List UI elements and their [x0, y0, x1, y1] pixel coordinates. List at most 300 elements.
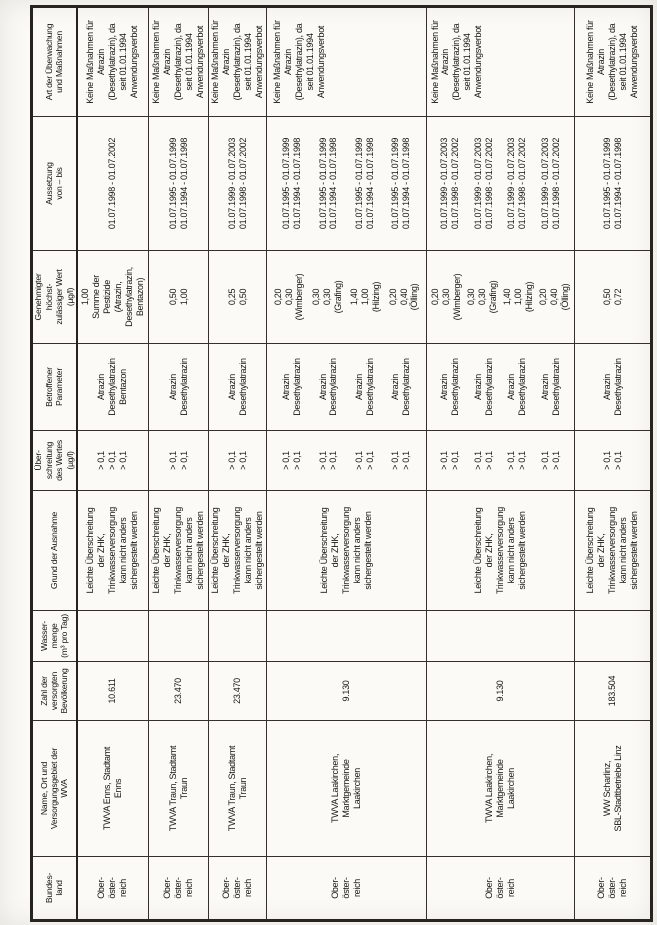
wert-line: (Grafing) [332, 280, 343, 314]
cell-art [209, 7, 267, 117]
grund-line: Leichte Überschreitung [585, 507, 596, 594]
art-line: (Desethylatrazin), da [232, 23, 243, 101]
header-line: Zahl der [38, 676, 49, 706]
parameter-group [96, 358, 129, 416]
wert-group [227, 289, 249, 305]
wert-line: 0,20 [430, 288, 441, 306]
parameter-line: Atrazin [96, 374, 107, 400]
wert-line: (Ölling) [409, 283, 420, 311]
header-line: Bundes- [43, 872, 54, 904]
art-line: Atrazin [96, 49, 107, 75]
column-header-wassermenge [32, 611, 77, 662]
cell-ueberschreitung [575, 431, 652, 491]
column-header-aussetzung [32, 117, 77, 251]
header-line: Parameter [54, 368, 65, 406]
wert-line: 1,40 [349, 288, 360, 306]
parameter-group [439, 358, 461, 416]
name-line: Marktgemeinde [341, 759, 352, 818]
grund-line: kann nicht anders [617, 517, 628, 584]
grund-line: kann nicht anders [118, 517, 129, 584]
cell-aussetzung [427, 117, 575, 251]
parameter-line: Desethylatrazin [400, 358, 411, 416]
aussetzung-line: 01.07.1999 - 01.07.2003 [506, 137, 517, 230]
grund-line: Trinkwasserversorgung [232, 507, 243, 594]
cell-zahl [209, 662, 267, 721]
parameter-line: Atrazin [353, 374, 364, 400]
cell-art [77, 7, 149, 117]
aussetzung-line: 01.07.1995 - 01.07.1999 [281, 137, 292, 230]
ueberschreitung-line: > 0,1 [400, 451, 411, 470]
art-line: Keine Maßnahmen für [85, 20, 96, 104]
cell-wassermenge [575, 611, 652, 662]
cell-grund [149, 491, 209, 611]
cell-ueberschreitung [267, 431, 427, 491]
name-line: Enns [112, 778, 123, 799]
header-line: höchst- [43, 283, 54, 311]
ueberschreitung-line: > 0,1 [178, 451, 189, 470]
bundesland-line: reich [118, 879, 129, 898]
cell-ueberschreitung [427, 431, 575, 491]
aussetzung-group [354, 138, 376, 229]
cell-ueberschreitung [209, 431, 267, 491]
cell-grund [77, 491, 149, 611]
parameter-line: Desethylatrazin [364, 358, 375, 416]
bundesland-line: Ober- [484, 877, 495, 899]
aussetzung-group [473, 138, 495, 229]
aussetzung-line: 01.07.1998 - 01.07.2002 [517, 137, 528, 230]
parameter-group [390, 358, 412, 416]
cell-art [427, 7, 575, 117]
grund-line: sichergestellt werden [129, 511, 140, 590]
cell-wassermenge [149, 611, 209, 662]
parameter-group [506, 358, 528, 416]
aussetzung-line: 01.07.1994 - 01.07.1998 [612, 137, 623, 230]
art-line: seit 01.01.1994 [118, 33, 129, 91]
parameter-line: Atrazin [438, 374, 449, 400]
grund-line: Trinkwasserversorgung [173, 507, 184, 594]
header-line: Versorgungsgebiet der [49, 747, 60, 830]
aussetzung-group [318, 138, 340, 229]
name-line: Marktgemeinde [495, 759, 506, 818]
wert-line: 0,30 [477, 288, 488, 306]
art-line: Anwendungsverbot [129, 25, 140, 99]
grund-line: der ZHK, [162, 533, 173, 568]
bundesland-line: Ober- [96, 877, 107, 899]
wert-group [466, 281, 499, 314]
name-line: TWVA Enns, Stadtamt [101, 746, 112, 831]
parameter-group [281, 358, 303, 416]
bundesland-line: Ober- [330, 877, 341, 899]
ueberschreitung-group [540, 451, 562, 470]
art-line: (Desethylatrazin), da [173, 23, 184, 101]
cell-art [149, 7, 209, 117]
cell-zahl [267, 662, 427, 721]
cell-zahl [575, 662, 652, 721]
ueberschreitung-group [390, 451, 412, 470]
cell-name [267, 721, 427, 857]
parameter-line: Desethylatrazin [483, 358, 494, 416]
cell-aussetzung [267, 117, 427, 251]
wert-line: 0,20 [272, 288, 283, 306]
grund-line: Leichte Überschreitung [473, 507, 484, 594]
ueberschreitung-line: > 0,1 [281, 451, 292, 470]
art-line: (Desethylatrazin), da [451, 23, 462, 101]
column-header-grund [32, 491, 77, 611]
grund-line: der ZHK, [96, 533, 107, 568]
wert-line: 1,00 [178, 288, 189, 306]
cell-parameter [209, 344, 267, 431]
bundesland-line: reich [351, 879, 362, 898]
wert-line: (Wimberger) [294, 273, 305, 321]
aussetzung-line: 01.07.1999 - 01.07.2003 [540, 137, 551, 230]
aussetzung-line: 01.07.1999 - 01.07.2003 [472, 137, 483, 230]
art-line: Atrazin [282, 49, 293, 75]
wert-line: 0,50 [237, 288, 248, 306]
bundesland-line: öster- [495, 877, 506, 899]
column-header-parameter [32, 344, 77, 431]
aussetzung-line: 01.07.1998 - 01.07.2002 [449, 137, 460, 230]
ueberschreitung-line: > 0,1 [438, 451, 449, 470]
grund-line: Trinkwasserversorgung [341, 507, 352, 594]
wert-line: 0,25 [226, 288, 237, 306]
table-row [267, 7, 427, 921]
aussetzung-group [390, 138, 412, 229]
table-row [77, 7, 149, 921]
ueberschreitung-group [281, 451, 303, 470]
parameter-line: Desethylatrazin [107, 358, 118, 416]
header-line: Name, Ort und [38, 761, 49, 816]
cell-aussetzung [77, 117, 149, 251]
ueberschreitung-line: > 0,1 [612, 451, 623, 470]
parameter-group [473, 358, 495, 416]
art-line: Atrazin [162, 49, 173, 75]
cell-wert [267, 251, 427, 344]
ueberschreitung-line: > 0,1 [506, 451, 517, 470]
art-line: Keine Maßnahmen für [272, 20, 282, 104]
table-row [427, 7, 575, 921]
zahl-value: 9.130 [495, 680, 506, 702]
header-line: Betroffener [43, 367, 54, 407]
wert-group [502, 282, 535, 312]
header-line: (m³ pro Tag) [59, 614, 70, 658]
wert-line: (Hilzing) [371, 281, 382, 313]
aussetzung-group [281, 138, 303, 229]
cell-name [149, 721, 209, 857]
cell-wassermenge [77, 611, 149, 662]
wert-line: 1,00 [80, 288, 91, 306]
parameter-group [602, 358, 624, 416]
ueberschreitung-group [602, 451, 624, 470]
ueberschreitung-line: > 0,1 [449, 451, 460, 470]
wert-line: 0,50 [601, 288, 612, 306]
grund-line: der ZHK, [221, 533, 232, 568]
aussetzung-group [540, 138, 562, 229]
zahl-value: 9.130 [341, 680, 352, 702]
bundesland-line: öster- [173, 877, 184, 899]
aussetzung-line: 01.07.1994 - 01.07.1998 [328, 137, 339, 230]
header-line: Art der Überwachung [43, 23, 54, 101]
ueberschreitung-line: > 0,1 [353, 451, 364, 470]
name-line: Laakirchen [505, 767, 516, 810]
parameter-line: Atrazin [226, 374, 237, 400]
aussetzung-line: 01.07.1995 - 01.07.1999 [353, 137, 364, 230]
column-header-ueberschreitung [32, 431, 77, 491]
column-header-bundesland [32, 857, 77, 921]
name-line: Traun [237, 777, 248, 800]
bundesland-line: öster- [341, 877, 352, 899]
grund-line: sichergestellt werden [253, 511, 264, 590]
art-line: Anwendungsverbot [194, 25, 205, 99]
cell-grund [209, 491, 267, 611]
ueberschreitung-line: > 0,1 [237, 451, 248, 470]
grund-line: Leichte Überschreitung [210, 507, 221, 594]
wert-line: 0,30 [441, 288, 452, 306]
wert-group [388, 284, 421, 311]
cell-bundesland [427, 857, 575, 921]
cell-wassermenge [427, 611, 575, 662]
parameter-line: Atrazin [540, 374, 551, 400]
ueberschreitung-line: > 0,1 [517, 451, 528, 470]
parameter-line: Desethylatrazin [178, 358, 189, 416]
zahl-value: 10.611 [107, 678, 118, 704]
cell-wert [209, 251, 267, 344]
parameter-line: Atrazin [601, 374, 612, 400]
ueberschreitung-group [227, 451, 249, 470]
bundesland-line: reich [617, 879, 628, 898]
art-line: Keine Maßnahmen für [429, 20, 440, 104]
art-line: (Desethylatrazin), da [607, 23, 618, 101]
parameter-group [318, 358, 340, 416]
art-line: Anwendungsverbot [253, 25, 264, 99]
cell-zahl [149, 662, 209, 721]
header-line: von – bis [54, 167, 65, 200]
header-line: des Wertes [54, 440, 65, 481]
ueberschreitung-line: > 0,1 [389, 451, 400, 470]
bundesland-line: reich [183, 879, 194, 898]
wert-line: 0,20 [538, 288, 549, 306]
wert-line: 0,30 [466, 288, 477, 306]
parameter-line: Desethylatrazin [551, 358, 562, 416]
art-line: (Desethylatrazin), da [107, 23, 118, 101]
bundesland-line: reich [242, 879, 253, 898]
grund-line: Trinkwasserversorgung [495, 507, 506, 594]
ueberschreitung-group [506, 451, 528, 470]
art-line: Anwendungsverbot [628, 25, 639, 99]
parameter-group [168, 358, 190, 416]
column-header-zahl [32, 662, 77, 721]
cell-name [209, 721, 267, 857]
cell-bundesland [149, 857, 209, 921]
wert-line: (Wimberger) [452, 273, 463, 321]
art-line: seit 01.01.1994 [462, 33, 473, 91]
cell-parameter [77, 344, 149, 431]
cell-name [77, 721, 149, 857]
wert-group [273, 274, 306, 321]
name-line: Laakirchen [351, 767, 362, 810]
table-row [575, 7, 652, 921]
cell-wert [575, 251, 652, 344]
ueberschreitung-group [473, 451, 495, 470]
cell-ueberschreitung [149, 431, 209, 491]
art-line: Atrazin [221, 49, 232, 75]
parameter-group [540, 358, 562, 416]
grund-line: Trinkwasserversorgung [607, 507, 618, 594]
ueberschreitung-line: > 0,1 [226, 451, 237, 470]
parameter-line: Bentazon [118, 369, 129, 405]
art-line: Keine Maßnahmen für [585, 20, 596, 104]
parameter-line: Atrazin [506, 374, 517, 400]
parameter-line: Desethylatrazin [237, 358, 248, 416]
cell-wassermenge [209, 611, 267, 662]
name-line: TWVA Laakirchen, [484, 753, 495, 824]
cell-name [575, 721, 652, 857]
header-line: versorgten [49, 671, 60, 711]
cell-aussetzung [575, 117, 652, 251]
ueberschreitung-line: > 0,1 [96, 451, 107, 470]
cell-parameter [575, 344, 652, 431]
bundesland-line: Ober- [162, 877, 173, 899]
aussetzung-line: 01.07.1998 - 01.07.2002 [483, 137, 494, 230]
cell-zahl [427, 662, 575, 721]
wert-line: 1,40 [502, 288, 513, 306]
parameter-line: Atrazin [167, 374, 178, 400]
cell-art [267, 7, 427, 117]
cell-name [427, 721, 575, 857]
cell-bundesland [77, 857, 149, 921]
wert-line: Pestizide [101, 280, 112, 314]
grund-line: sichergestellt werden [362, 511, 373, 590]
aussetzung-group [602, 138, 624, 229]
aussetzung-group [227, 138, 249, 229]
table-body [77, 7, 652, 921]
aussetzung-line: 01.07.1995 - 01.07.1999 [389, 137, 400, 230]
parameter-line: Desethylatrazin [328, 358, 339, 416]
parameter-line: Atrazin [317, 374, 328, 400]
name-line: WW Scharlinz, [601, 760, 612, 817]
wert-line: (Atrazin, [112, 281, 123, 313]
art-line: Atrazin [440, 49, 451, 75]
ueberschreitung-group [168, 451, 190, 470]
ueberschreitung-line: > 0,1 [107, 451, 118, 470]
wert-line: 1,00 [360, 288, 371, 306]
header-line: schreitung [43, 441, 54, 480]
wert-group [311, 281, 344, 314]
header-line: menge [49, 623, 60, 649]
grund-line: der ZHK, [330, 533, 341, 568]
art-line: seit 01.01.1994 [617, 33, 628, 91]
aussetzung-line: 01.07.1994 - 01.07.1998 [400, 137, 411, 230]
art-line: Anwendungsverbot [473, 25, 484, 99]
ueberschreitung-line: > 0,1 [601, 451, 612, 470]
name-line: Traun [178, 777, 189, 800]
wert-line: 1,00 [513, 288, 523, 306]
cell-bundesland [267, 857, 427, 921]
ueberschreitung-line: > 0,1 [551, 451, 562, 470]
parameter-line: Atrazin [281, 374, 292, 400]
art-line: seit 01.01.1994 [304, 33, 315, 91]
aussetzung-group [506, 138, 528, 229]
parameter-line: Desethylatrazin [449, 358, 460, 416]
wert-line: (Hilzing) [523, 281, 534, 313]
grund-line: der ZHK, [484, 533, 495, 568]
table-row [149, 7, 209, 921]
header-row [32, 7, 77, 921]
wert-line: (Ölling) [559, 283, 570, 311]
bundesland-line: öster- [107, 877, 118, 899]
aussetzung-line: 01.07.1994 - 01.07.1998 [364, 137, 375, 230]
grund-line: kann nicht anders [183, 517, 194, 584]
ueberschreitung-group [439, 451, 461, 470]
ueberschreitung-line: > 0,1 [472, 451, 483, 470]
aussetzung-line: 01.07.1995 - 01.07.1999 [317, 137, 328, 230]
cell-zahl [77, 662, 149, 721]
cell-grund [575, 491, 652, 611]
cell-wert [427, 251, 575, 344]
bundesland-line: öster- [232, 877, 243, 899]
parameter-line: Atrazin [389, 374, 400, 400]
art-line: Anwendungsverbot [315, 25, 326, 99]
column-header-wert [32, 251, 77, 344]
aussetzung-group [168, 138, 190, 229]
aussetzung-line: 01.07.1999 - 01.07.2003 [226, 137, 237, 230]
wert-line: 0,72 [612, 288, 623, 306]
bundesland-line: Ober- [221, 877, 232, 899]
bundesland-line: öster- [607, 877, 618, 899]
header-line: (µg/l) [64, 287, 75, 307]
wert-line: 0,30 [310, 288, 321, 306]
cell-art [575, 7, 652, 117]
parameter-line: Desethylatrazin [612, 358, 623, 416]
ueberschreitung-group [354, 451, 376, 470]
cell-bundesland [209, 857, 267, 921]
wert-group [168, 289, 190, 305]
ueberschreitung-line: > 0,1 [483, 451, 494, 470]
aussetzung-line: 01.07.1995 - 01.07.1999 [601, 137, 612, 230]
aussetzung-line: 01.07.1998 - 01.07.2002 [237, 137, 248, 230]
parameter-line: Desethylatrazin [292, 358, 303, 416]
cell-aussetzung [209, 117, 267, 251]
header-line: Über- [33, 450, 44, 471]
wert-line: Summe der [90, 275, 101, 319]
header-line: Wasser- [38, 621, 49, 651]
ueberschreitung-line: > 0,1 [118, 451, 129, 470]
wert-line: (Grafing) [487, 280, 498, 314]
ueberschreitung-group [318, 451, 340, 470]
ueberschreitung-group [96, 451, 129, 470]
wert-line: 0,30 [283, 288, 294, 306]
zahl-value: 23.470 [232, 678, 243, 704]
cell-grund [267, 491, 427, 611]
ueberschreitung-line: > 0,1 [328, 451, 339, 470]
art-line: Keine Maßnahmen für [210, 20, 221, 104]
header-line: zulässiger Wert [54, 269, 65, 325]
wert-line: 0,40 [548, 288, 559, 306]
ueberschreitung-line: > 0,1 [292, 451, 303, 470]
name-line: TWVA Traun, Stadtamt [167, 745, 178, 832]
header-line: Bevölkerung [59, 668, 70, 714]
aussetzung-line: 01.07.1998 - 01.07.2002 [107, 137, 118, 230]
wert-line: Bentazon) [134, 277, 145, 317]
zahl-value: 183.504 [607, 675, 618, 707]
wert-line: 0,50 [167, 288, 178, 306]
name-line: TWVA Traun, Stadtamt [226, 745, 237, 832]
ueberschreitung-line: > 0,1 [540, 451, 551, 470]
cell-bundesland [575, 857, 652, 921]
aussetzung-group [439, 138, 461, 229]
grund-line: Leichte Überschreitung [151, 507, 162, 594]
zahl-value: 23.470 [173, 678, 184, 704]
wert-group [538, 284, 571, 311]
